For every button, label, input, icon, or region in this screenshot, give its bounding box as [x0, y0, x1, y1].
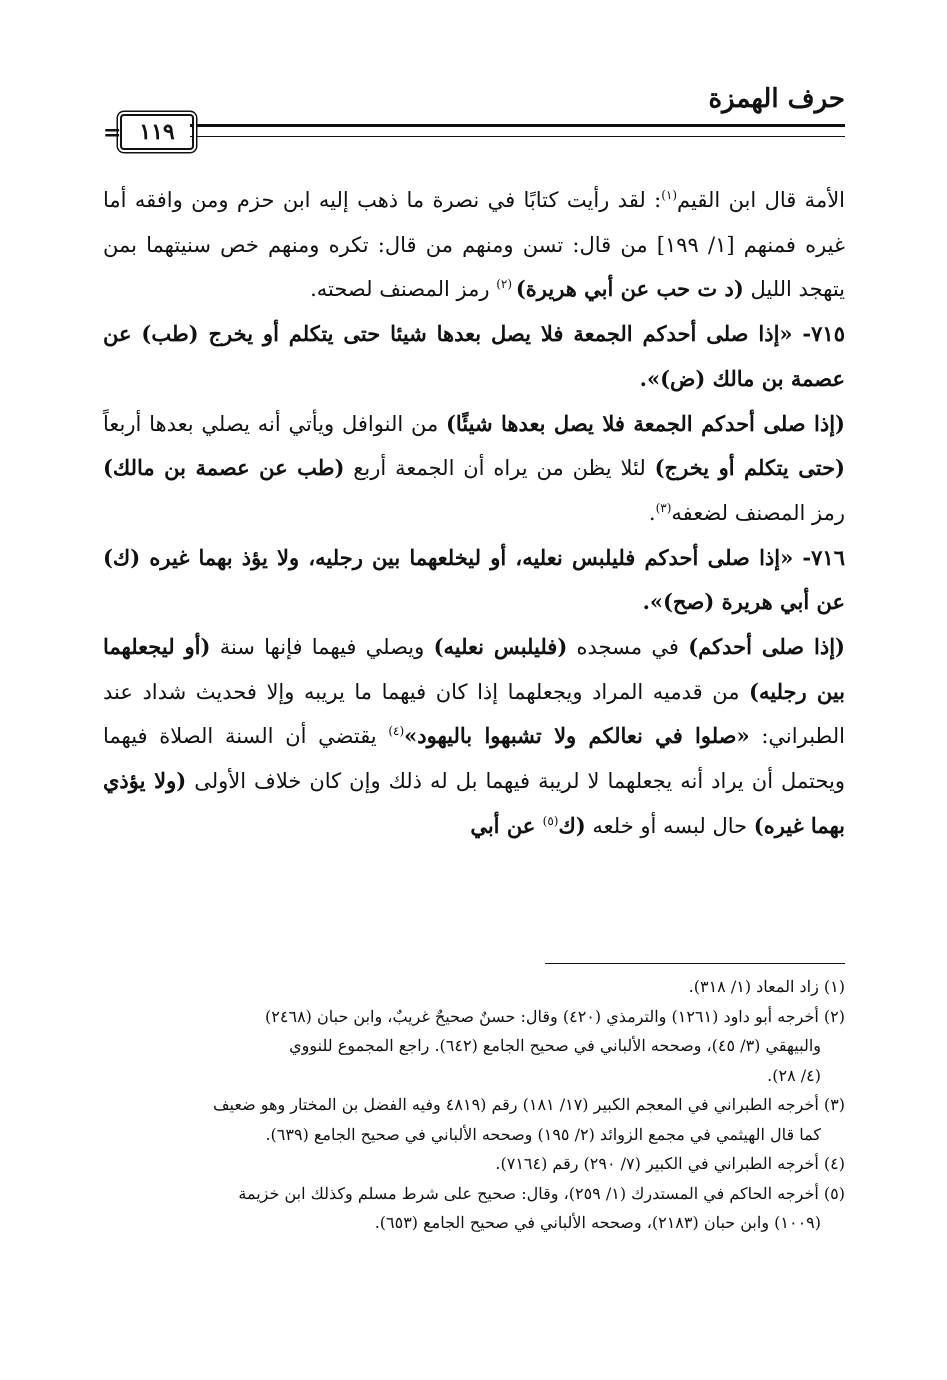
text-run: الأمة قال ابن القيم — [677, 188, 846, 212]
footnote-ref[interactable]: (٢) — [496, 277, 516, 292]
page-number-dash: = — [103, 120, 122, 146]
header-rule — [190, 124, 845, 137]
text-run: رمز المصنف لضعفه — [671, 500, 845, 525]
text-run: يقتضي أن السنة الصلاة فيهما ويحتمل أن يراد أنه يجعلهما لا لريبة فيهما بل له ذلك وإن كان خلاف الأولى — [103, 724, 845, 794]
footnote-2-cont: والبيهقي (٣/ ٤٥)، وصححه الألباني في صحيح الجامع (٦٤٢). راجع المجموع للنووي — [289, 1036, 821, 1055]
footnote-2-cont: (٤/ ٢٨). — [767, 1065, 821, 1085]
quoted-phrase: (إذا صلى أحدكم الجمعة فلا يصل بعدها شيئًا) — [446, 410, 845, 436]
footnote-ref[interactable]: (٤) — [388, 724, 405, 739]
text-run: في مسجده — [567, 635, 689, 660]
hadith-716: ٧١٦- «إذا صلى أحدكم فليلبس نعليه، أو ليخلعهما بين رجليه، ولا يؤذ بهما غيره (ك) عن أبي هريرة (صح)». — [103, 544, 845, 615]
commentary-715 — [103, 402, 845, 536]
footnote-3-cont: كما قال الهيثمي في مجمع الزوائد (٢/ ١٩٥) وصححه الألباني في صحيح الجامع (٦٣٩). — [265, 1124, 821, 1144]
footnotes — [103, 972, 845, 1238]
footnote-5-cont: (١٠٠٩) وابن حبان (٢١٨٣)، وصححه الألباني في صحيح الجامع (٦٥٣). — [374, 1213, 821, 1232]
footnote-1: (١) زاد المعاد (١/ ٣١٨). — [688, 977, 845, 996]
text-run: من النوافل ويأتي أنه يصلي بعدها أربعاً — [103, 411, 446, 436]
text-run: من قدميه المراد ويجعلهما إذا كان فيهما ما يريبه وإلا فحديث شداد عند الطبراني: — [103, 679, 845, 749]
footnote-ref[interactable]: (٣) — [655, 500, 672, 515]
text-run: حال لبسه أو خلعه — [585, 813, 754, 838]
text-run: سنيتهما بمن يتهجد الليل — [103, 232, 845, 302]
footnote-2: (٢) أخرجه أبو داود (١٢٦١) والترمذي (٤٢٠) وقال: حسنٌ صحيحٌ غريبٌ، وابن حبان (٢٤٦٨) — [265, 1006, 845, 1026]
main-text — [103, 178, 845, 849]
citation: (طب عن عصمة بن مالك) — [103, 455, 345, 481]
page-number: ١١٩ — [120, 114, 194, 150]
hadith-715: ٧١٥- «إذا صلى أحدكم الجمعة فلا يصل بعدها شيئا حتى يتكلم أو يخرج (طب) عن عصمة بن مالك (ض)». — [103, 321, 845, 391]
footnote-4: (٤) أخرجه الطبراني في الكبير (٧/ ٢٩٠) رقم (٧١٦٤). — [495, 1154, 845, 1173]
quoted-phrase: (فليلبس نعليه) — [433, 634, 568, 660]
footnote-ref[interactable]: (٥) — [542, 813, 559, 828]
footnote-5: (٥) أخرجه الحاكم في المستدرك (١/ ٢٥٩)، وقال: صحيح على شرط مسلم وكذلك ابن خزيمة — [238, 1183, 845, 1203]
quoted-phrase: (حتى يتكلم أو يخرج) — [654, 455, 845, 481]
quoted-phrase: (إذا صلى أحدكم) — [688, 634, 845, 660]
citation: (د ت حب عن أبي هريرة) — [515, 276, 744, 302]
text-run: لئلا يظن من يراه أن الجمعة أربع — [344, 456, 655, 481]
quoted-hadith: «صلوا في نعالكم ولا تشبهوا باليهود» — [404, 723, 750, 749]
text-run: أما غيره فمنهم [١/ ١٩٩] من قال: تسن ومنهم من قال: تكره ومنهم خص — [103, 188, 845, 257]
text-run: ويصلي فيهما فإنها سنة — [210, 635, 434, 660]
footnote-ref[interactable]: (١) — [661, 188, 678, 202]
quoted-phrase: (ولا يؤذي بهما غيره) — [103, 768, 845, 838]
commentary-716 — [103, 625, 845, 849]
paragraph-intro — [103, 178, 845, 312]
citation: عن أبي — [470, 812, 543, 838]
citation: (ك — [558, 812, 586, 838]
text-run: رمز المصنف لصحته. — [310, 277, 497, 302]
footnote-separator — [545, 963, 845, 964]
text-run: : لقد رأيت كتابًا في نصرة ما ذهب إليه ابن حزم ومن وافقه — [134, 188, 662, 212]
footnote-3: (٣) أخرجه الطبراني في المعجم الكبير (١٧/ ١٨١) رقم (٤٨١٩ وفيه الفضل بن المختار وهو ضعيف — [212, 1095, 845, 1114]
running-title: حرف الهمزة — [708, 84, 845, 114]
quoted-phrase: (أو ليجعلهما بين رجليه) — [103, 634, 845, 704]
text-run: . — [648, 500, 656, 525]
